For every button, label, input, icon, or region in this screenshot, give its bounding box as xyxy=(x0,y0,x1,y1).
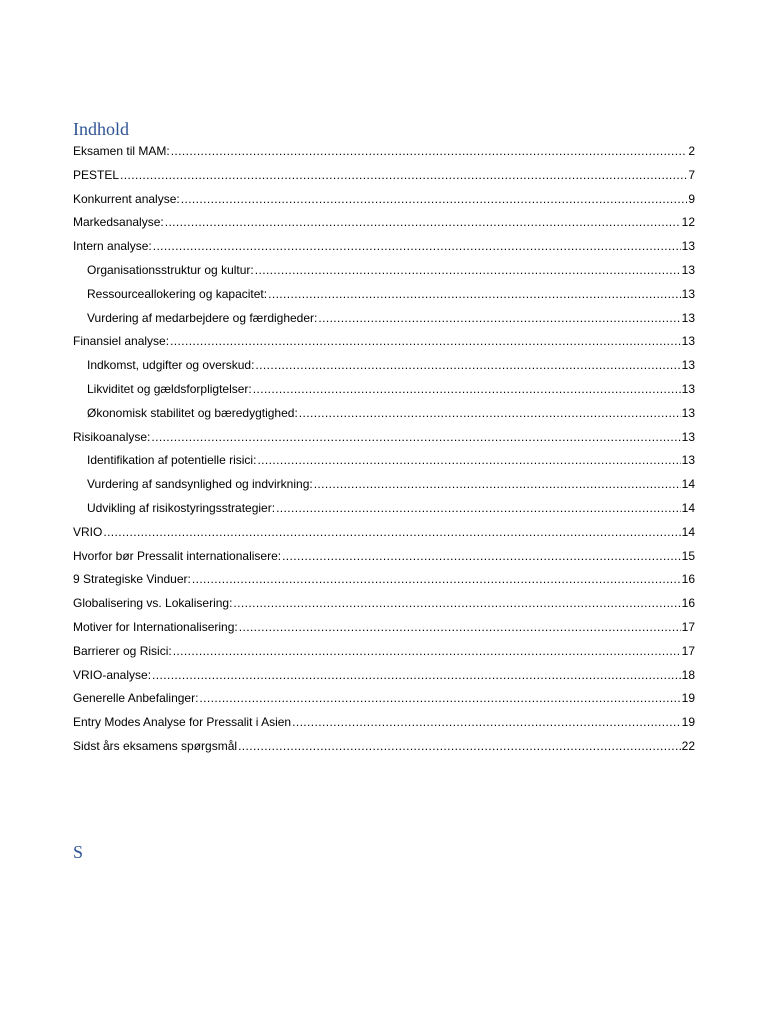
table-of-contents xyxy=(73,140,695,759)
toc-subentry[interactable] xyxy=(73,497,695,521)
toc-leader-dots xyxy=(268,283,681,307)
toc-leader-dots xyxy=(192,568,681,592)
toc-entry-title: Risikoanalyse: xyxy=(73,429,151,444)
toc-leader-dots xyxy=(151,426,680,450)
toc-entry-title: Identifikation af potentielle risici: xyxy=(87,453,257,468)
toc-entry-title: Ressourceallokering og kapacitet: xyxy=(87,286,268,301)
toc-entry-title: Økonomisk stabilitet og bæredygtighed: xyxy=(87,405,298,420)
section-heading: S xyxy=(73,842,84,862)
toc-subentry[interactable] xyxy=(73,259,695,283)
toc-entry[interactable] xyxy=(73,330,695,354)
toc-entry[interactable] xyxy=(73,521,695,545)
toc-leader-dots xyxy=(255,354,680,378)
toc-leader-dots xyxy=(199,687,680,711)
toc-entry-title: VRIO xyxy=(73,524,103,539)
toc-entry[interactable] xyxy=(73,235,695,259)
toc-leader-dots xyxy=(276,497,681,521)
toc-leader-dots xyxy=(314,473,681,497)
toc-leader-dots xyxy=(181,188,688,212)
toc-entry-title: Markedsanalyse: xyxy=(73,215,164,230)
toc-entry[interactable] xyxy=(73,188,695,212)
toc-entry-title: Intern analyse: xyxy=(73,239,152,254)
toc-entry-page: 13 xyxy=(681,334,695,349)
toc-entry[interactable] xyxy=(73,545,695,569)
toc-entry-page: 14 xyxy=(681,524,695,539)
toc-leader-dots xyxy=(173,640,681,664)
toc-subentry[interactable] xyxy=(73,307,695,331)
toc-entry-page: 13 xyxy=(681,286,695,301)
toc-entry-title: Sidst års eksamens spørgsmål xyxy=(73,738,238,753)
toc-entry-title: Generelle Anbefalinger: xyxy=(73,691,199,706)
toc-entry-page: 14 xyxy=(681,477,695,492)
toc-leader-dots xyxy=(170,330,681,354)
toc-entry-page: 14 xyxy=(681,500,695,515)
toc-entry-page: 16 xyxy=(681,572,695,587)
toc-subentry[interactable] xyxy=(73,449,695,473)
toc-subentry[interactable] xyxy=(73,473,695,497)
toc-entry-title: Finansiel analyse: xyxy=(73,334,170,349)
toc-leader-dots xyxy=(103,521,680,545)
toc-heading: Indhold xyxy=(73,119,129,139)
toc-entry[interactable] xyxy=(73,592,695,616)
toc-leader-dots xyxy=(152,664,681,688)
toc-entry-page: 17 xyxy=(681,619,695,634)
toc-leader-dots xyxy=(171,140,688,164)
toc-entry-title: Eksamen til MAM: xyxy=(73,144,170,158)
toc-entry[interactable] xyxy=(73,426,695,450)
toc-leader-dots xyxy=(239,616,681,640)
toc-entry-page: 13 xyxy=(681,239,695,254)
toc-subentry[interactable] xyxy=(73,354,695,378)
toc-entry-title: Konkurrent analyse: xyxy=(73,191,180,206)
toc-entry[interactable] xyxy=(73,568,695,592)
toc-subentry[interactable] xyxy=(73,378,695,402)
toc-entry-title: Globalisering vs. Lokalisering: xyxy=(73,596,233,611)
toc-leader-dots xyxy=(299,402,681,426)
toc-leader-dots xyxy=(318,307,680,331)
toc-entry-page: 13 xyxy=(681,358,695,373)
toc-leader-dots xyxy=(292,711,681,735)
toc-subentry[interactable] xyxy=(73,283,695,307)
toc-entry-title: 9 Strategiske Vinduer: xyxy=(73,572,191,587)
toc-entry-page: 13 xyxy=(681,381,695,396)
toc-entry-title: Vurdering af sandsynlighed og indvirkning: xyxy=(87,477,313,492)
toc-entry-page: 19 xyxy=(681,691,695,706)
toc-entry-page: 12 xyxy=(681,215,695,230)
toc-entry-title: Hvorfor bør Pressalit internationalisere: xyxy=(73,548,282,563)
toc-entry[interactable] xyxy=(73,211,695,235)
toc-entry[interactable] xyxy=(73,735,695,759)
toc-entry-page: 13 xyxy=(681,405,695,420)
toc-leader-dots xyxy=(255,259,681,283)
toc-entry[interactable] xyxy=(73,640,695,664)
toc-leader-dots xyxy=(282,545,681,569)
toc-entry-page: 2 xyxy=(688,144,695,158)
toc-entry-page: 13 xyxy=(681,429,695,444)
toc-leader-dots xyxy=(257,449,680,473)
toc-leader-dots xyxy=(238,735,681,759)
toc-subentry[interactable] xyxy=(73,402,695,426)
toc-leader-dots xyxy=(253,378,681,402)
toc-leader-dots xyxy=(120,164,687,188)
toc-entry-page: 16 xyxy=(681,596,695,611)
toc-entry-page: 15 xyxy=(681,548,695,563)
toc-entry-page: 19 xyxy=(681,715,695,730)
toc-entry-title: PESTEL xyxy=(73,167,120,182)
toc-entry-page: 17 xyxy=(681,643,695,658)
toc-entry[interactable] xyxy=(73,140,695,164)
toc-leader-dots xyxy=(233,592,680,616)
toc-entry-page: 13 xyxy=(681,262,695,277)
toc-entry-title: Motiver for Internationalisering: xyxy=(73,619,238,634)
toc-entry-title: Udvikling af risikostyringsstrategier: xyxy=(87,500,276,515)
toc-entry-page: 22 xyxy=(681,738,695,753)
toc-entry-title: Vurdering af medarbejdere og færdigheder: xyxy=(87,310,318,325)
toc-entry-page: 13 xyxy=(681,453,695,468)
toc-entry[interactable] xyxy=(73,616,695,640)
toc-entry[interactable] xyxy=(73,164,695,188)
toc-entry-title: Entry Modes Analyse for Pressalit i Asien xyxy=(73,715,292,730)
toc-entry-title: Likviditet og gældsforpligtelser: xyxy=(87,381,252,396)
toc-entry[interactable] xyxy=(73,687,695,711)
toc-entry-page: 9 xyxy=(688,191,695,206)
toc-entry-page: 13 xyxy=(681,310,695,325)
toc-entry-page: 18 xyxy=(681,667,695,682)
toc-entry-page: 7 xyxy=(688,167,695,182)
toc-entry-title: Indkomst, udgifter og overskud: xyxy=(87,358,255,373)
toc-entry-title: Barrierer og Risici: xyxy=(73,643,172,658)
toc-entry[interactable] xyxy=(73,711,695,735)
toc-entry[interactable] xyxy=(73,664,695,688)
toc-leader-dots xyxy=(165,211,681,235)
toc-entry-title: Organisationsstruktur og kultur: xyxy=(87,262,254,277)
toc-entry-title: VRIO-analyse: xyxy=(73,667,152,682)
toc-leader-dots xyxy=(153,235,681,259)
